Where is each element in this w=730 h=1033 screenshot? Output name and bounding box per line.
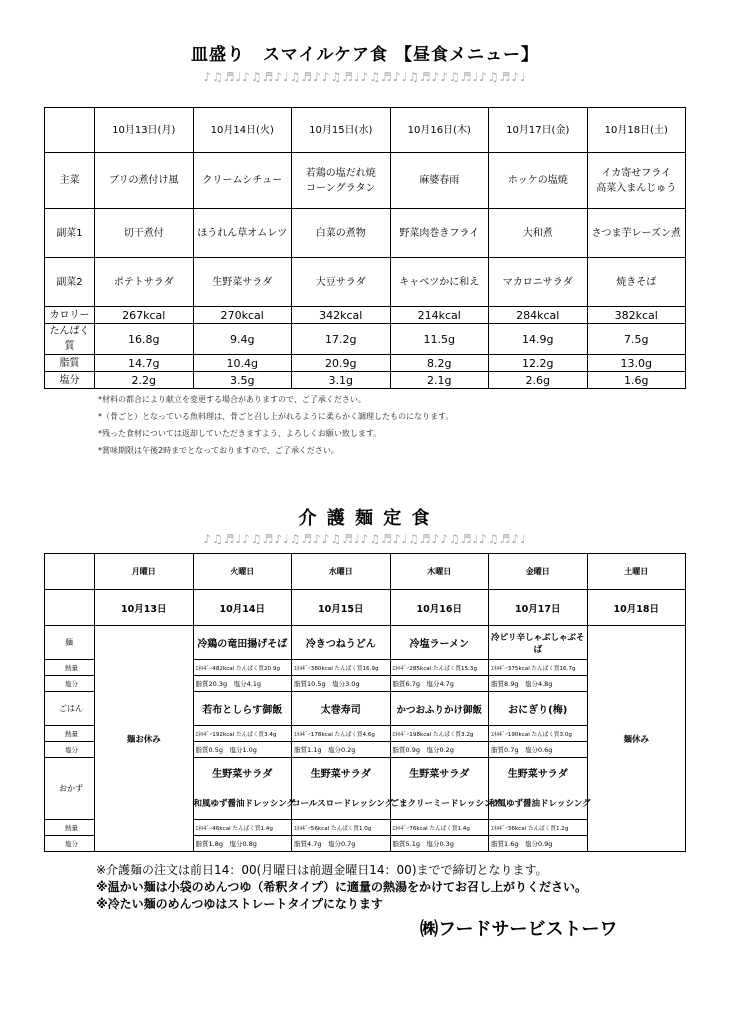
side1-row — [45, 209, 686, 258]
note-line: *（骨ごと）となっている魚料理は、骨ごと召し上がれるように柔らかく調理したものになります。 — [98, 412, 454, 421]
date-cell: 10月18日(土) — [587, 108, 686, 153]
music-notes-decoration: ♪♫♬♩♪♫♬♪♩♫♬♪♪♫♬♩♪♫♬♪♩♫♬♪♪♫♬♩♪♫♬♪♩ — [203, 532, 527, 546]
fat-value: 10.4g — [193, 355, 292, 372]
salt-value: 脂質6.7g 塩分4.7g — [390, 676, 489, 692]
dish-cell: 白菜の煮物 — [292, 209, 391, 258]
salt-value: 脂質5.1g 塩分0.3g — [390, 836, 489, 852]
salt-value: 脂質10.5g 塩分3.0g — [292, 676, 391, 692]
date-cell: 10月16日(木) — [390, 108, 489, 153]
dish-cell: 大和煮 — [489, 209, 588, 258]
salt-row — [45, 372, 686, 389]
fat-row — [45, 355, 686, 372]
weekday-cell: 土曜日 — [587, 554, 686, 590]
protein-value: 7.5g — [587, 324, 686, 355]
heat-value: ｴﾈﾙｷﾞｰ482kcal たんぱく質20.9g — [193, 660, 292, 676]
side-dish: 生野菜サラダ — [292, 758, 391, 788]
row-label-noodle: 麺 — [45, 626, 95, 660]
fat-value: 20.9g — [292, 355, 391, 372]
salt-value: 2.6g — [489, 372, 588, 389]
protein-row — [45, 324, 686, 355]
side-dish: 生野菜サラダ — [193, 758, 292, 788]
salt-value: 脂質1.1g 塩分0.2g — [292, 742, 391, 758]
monday-closed-cell: 麺お休み — [95, 626, 194, 852]
row-label-heat: 熱量 — [45, 726, 95, 742]
row-label-salt: 塩分 — [45, 676, 95, 692]
salt-value: 脂質0.5g 塩分1.0g — [193, 742, 292, 758]
rice-dish: かつおふりかけ御飯 — [390, 692, 489, 726]
dish-cell: ほうれん草オムレツ — [193, 209, 292, 258]
date-cell: 10月13日(月) — [95, 108, 194, 153]
side-dish: 生野菜サラダ — [489, 758, 588, 788]
dish-cell: キャベツかに和え — [390, 258, 489, 307]
calorie-value: 342kcal — [292, 307, 391, 324]
dressing-name: 和風ゆず醤油ドレッシング — [193, 788, 292, 820]
noodle-dish: 冷きつねうどん — [292, 626, 391, 660]
noodle-row — [45, 626, 686, 660]
calorie-value: 270kcal — [193, 307, 292, 324]
dressing-name: 和風ゆず醤油ドレッシング — [489, 788, 588, 820]
date-cell: 10月17日 — [489, 590, 588, 626]
music-notes-decoration: ♪♫♬♩♪♫♬♪♩♫♬♪♪♫♬♩♪♫♬♪♩♫♬♪♪♫♬♩♪♫♬♪♩ — [203, 70, 527, 84]
row-label-rice: ごはん — [45, 692, 95, 726]
salt-value: 2.1g — [390, 372, 489, 389]
side-dish: 生野菜サラダ — [390, 758, 489, 788]
noodle-dish: 冷塩ラーメン — [390, 626, 489, 660]
dressing-name: コールスロードレッシング — [292, 788, 391, 820]
heat-value: ｴﾈﾙｷﾞｰ56kcal たんぱく質1.0g — [292, 820, 391, 836]
date-cell: 10月17日(金) — [489, 108, 588, 153]
fat-value: 13.0g — [587, 355, 686, 372]
corner-cell — [45, 108, 95, 153]
row-label-fat: 脂質 — [45, 355, 95, 372]
row-label-salt: 塩分 — [45, 742, 95, 758]
row-label-side: おかず — [45, 758, 95, 820]
saturday-closed-cell: 麺休み — [587, 626, 686, 852]
heat-value: ｴﾈﾙｷﾞｰ198kcal たんぱく質3.2g — [390, 726, 489, 742]
row-label-side2: 副菜2 — [45, 258, 95, 307]
dish-cell: 生野菜サラダ — [193, 258, 292, 307]
heat-value: ｴﾈﾙｷﾞｰ285kcal たんぱく質15.3g — [390, 660, 489, 676]
noodle-set-title: 介 護 麺 定 食 — [298, 508, 432, 529]
dish-cell: クリームシチュー — [193, 153, 292, 209]
calorie-value: 214kcal — [390, 307, 489, 324]
calorie-value: 267kcal — [95, 307, 194, 324]
rice-dish: おにぎり(梅) — [489, 692, 588, 726]
weekday-cell: 月曜日 — [95, 554, 194, 590]
heat-value: ｴﾈﾙｷﾞｰ190kcal たんぱく質3.0g — [489, 726, 588, 742]
protein-value: 17.2g — [292, 324, 391, 355]
hot-noodle-note: ※温かい麺は小袋のめんつゆ（希釈タイプ）に適量の熱湯をかけてお召し上がりください。 — [96, 880, 587, 894]
heat-value: ｴﾈﾙｷﾞｰ380kcal たんぱく質16.9g — [292, 660, 391, 676]
salt-value: 脂質1.6g 塩分0.9g — [489, 836, 588, 852]
salt-value: 1.6g — [587, 372, 686, 389]
date-header-row — [45, 108, 686, 153]
rice-dish: 若布としらす御飯 — [193, 692, 292, 726]
row-label-salt: 塩分 — [45, 372, 95, 389]
protein-value: 11.5g — [390, 324, 489, 355]
date-cell: 10月13日 — [95, 590, 194, 626]
heat-value: ｴﾈﾙｷﾞｰ76kcal たんぱく質1.4g — [390, 820, 489, 836]
heat-value: ｴﾈﾙｷﾞｰ375kcal たんぱく質16.7g — [489, 660, 588, 676]
fat-value: 14.7g — [95, 355, 194, 372]
row-label-side1: 副菜1 — [45, 209, 95, 258]
date-cell: 10月16日 — [390, 590, 489, 626]
dish-cell: 野菜肉巻きフライ — [390, 209, 489, 258]
lunch-menu-table — [44, 107, 686, 389]
dish-cell: 切干煮付 — [95, 209, 194, 258]
date-cell: 10月14日 — [193, 590, 292, 626]
weekday-cell: 水曜日 — [292, 554, 391, 590]
salt-value: 脂質1.8g 塩分0.8g — [193, 836, 292, 852]
row-label-salt: 塩分 — [45, 836, 95, 852]
dish-cell: マカロニサラダ — [489, 258, 588, 307]
calorie-row — [45, 307, 686, 324]
heat-value: ｴﾈﾙｷﾞｰ36kcal たんぱく質1.2g — [489, 820, 588, 836]
salt-value: 3.5g — [193, 372, 292, 389]
salt-value: 3.1g — [292, 372, 391, 389]
date-cell: 10月15日(水) — [292, 108, 391, 153]
noodle-dish: 冷ピリ辛しゃぶしゃぶそば — [489, 626, 588, 660]
calorie-value: 382kcal — [587, 307, 686, 324]
dish-cell: 麻婆春雨 — [390, 153, 489, 209]
fat-value: 8.2g — [390, 355, 489, 372]
note-line: *賞味期限は午後2時までとなっておりますので、ご了承ください。 — [98, 446, 339, 455]
dish-cell: 若鶏の塩だれ焼 コーングラタン — [292, 153, 391, 209]
weekday-cell: 金曜日 — [489, 554, 588, 590]
protein-value: 16.8g — [95, 324, 194, 355]
salt-value: 脂質20.3g 塩分4.1g — [193, 676, 292, 692]
weekday-cell: 木曜日 — [390, 554, 489, 590]
row-label-heat: 熱量 — [45, 820, 95, 836]
date-row — [45, 590, 686, 626]
dressing-name: ごまクリーミードレッシング — [390, 788, 489, 820]
salt-value: 脂質0.7g 塩分0.6g — [489, 742, 588, 758]
dish-cell: さつま芋レーズン煮 — [587, 209, 686, 258]
date-cell: 10月14日(火) — [193, 108, 292, 153]
protein-value: 14.9g — [489, 324, 588, 355]
dish-cell: イカ寄せフライ 高菜入まんじゅう — [587, 153, 686, 209]
corner-cell — [45, 554, 95, 590]
row-label-protein: たんぱく質 — [45, 324, 95, 355]
menu-title: 皿盛り スマイルケア食 【昼食メニュー】 — [191, 45, 539, 65]
row-label-main: 主菜 — [45, 153, 95, 209]
weekday-row — [45, 554, 686, 590]
salt-value: 脂質4.7g 塩分0.7g — [292, 836, 391, 852]
side2-row — [45, 258, 686, 307]
salt-value: 2.2g — [95, 372, 194, 389]
weekday-cell: 火曜日 — [193, 554, 292, 590]
note-line: *残った食材については返却していただきますよう、よろしくお願い致します。 — [98, 429, 382, 438]
calorie-value: 284kcal — [489, 307, 588, 324]
main-dish-row — [45, 153, 686, 209]
dish-cell: ホッケの塩焼 — [489, 153, 588, 209]
salt-value: 脂質0.9g 塩分0.2g — [390, 742, 489, 758]
rice-dish: 太巻寿司 — [292, 692, 391, 726]
noodle-dish: 冷鶏の竜田揚げそば — [193, 626, 292, 660]
note-line: *材料の都合により献立を変更する場合がありますので、ご了承ください。 — [98, 395, 366, 404]
corner-cell — [45, 590, 95, 626]
dish-cell: ブリの煮付け風 — [95, 153, 194, 209]
date-cell: 10月15日 — [292, 590, 391, 626]
dish-cell: 焼きそば — [587, 258, 686, 307]
heat-value: ｴﾈﾙｷﾞｰ178kcal たんぱく質4.6g — [292, 726, 391, 742]
noodle-set-table — [44, 553, 686, 852]
row-label-calorie: カロリー — [45, 307, 95, 324]
menu-notes — [98, 391, 453, 459]
dish-cell: ポテトサラダ — [95, 258, 194, 307]
heat-value: ｴﾈﾙｷﾞｰ192kcal たんぱく質3.4g — [193, 726, 292, 742]
order-deadline-note: ※介護麺の注文は前日14：00(月曜日は前週金曜日14：00)までで締切となります。 — [96, 863, 548, 877]
protein-value: 9.4g — [193, 324, 292, 355]
order-notes — [96, 862, 587, 913]
cold-noodle-note: ※冷たい麺のめんつゆはストレートタイプになります — [96, 897, 383, 911]
heat-value: ｴﾈﾙｷﾞｰ46kcal たんぱく質1.4g — [193, 820, 292, 836]
salt-value: 脂質8.9g 塩分4.8g — [489, 676, 588, 692]
fat-value: 12.2g — [489, 355, 588, 372]
row-label-heat: 熱量 — [45, 660, 95, 676]
company-name: ㈱フードサービストーワ — [420, 919, 618, 940]
date-cell: 10月18日 — [587, 590, 686, 626]
dish-cell: 大豆サラダ — [292, 258, 391, 307]
